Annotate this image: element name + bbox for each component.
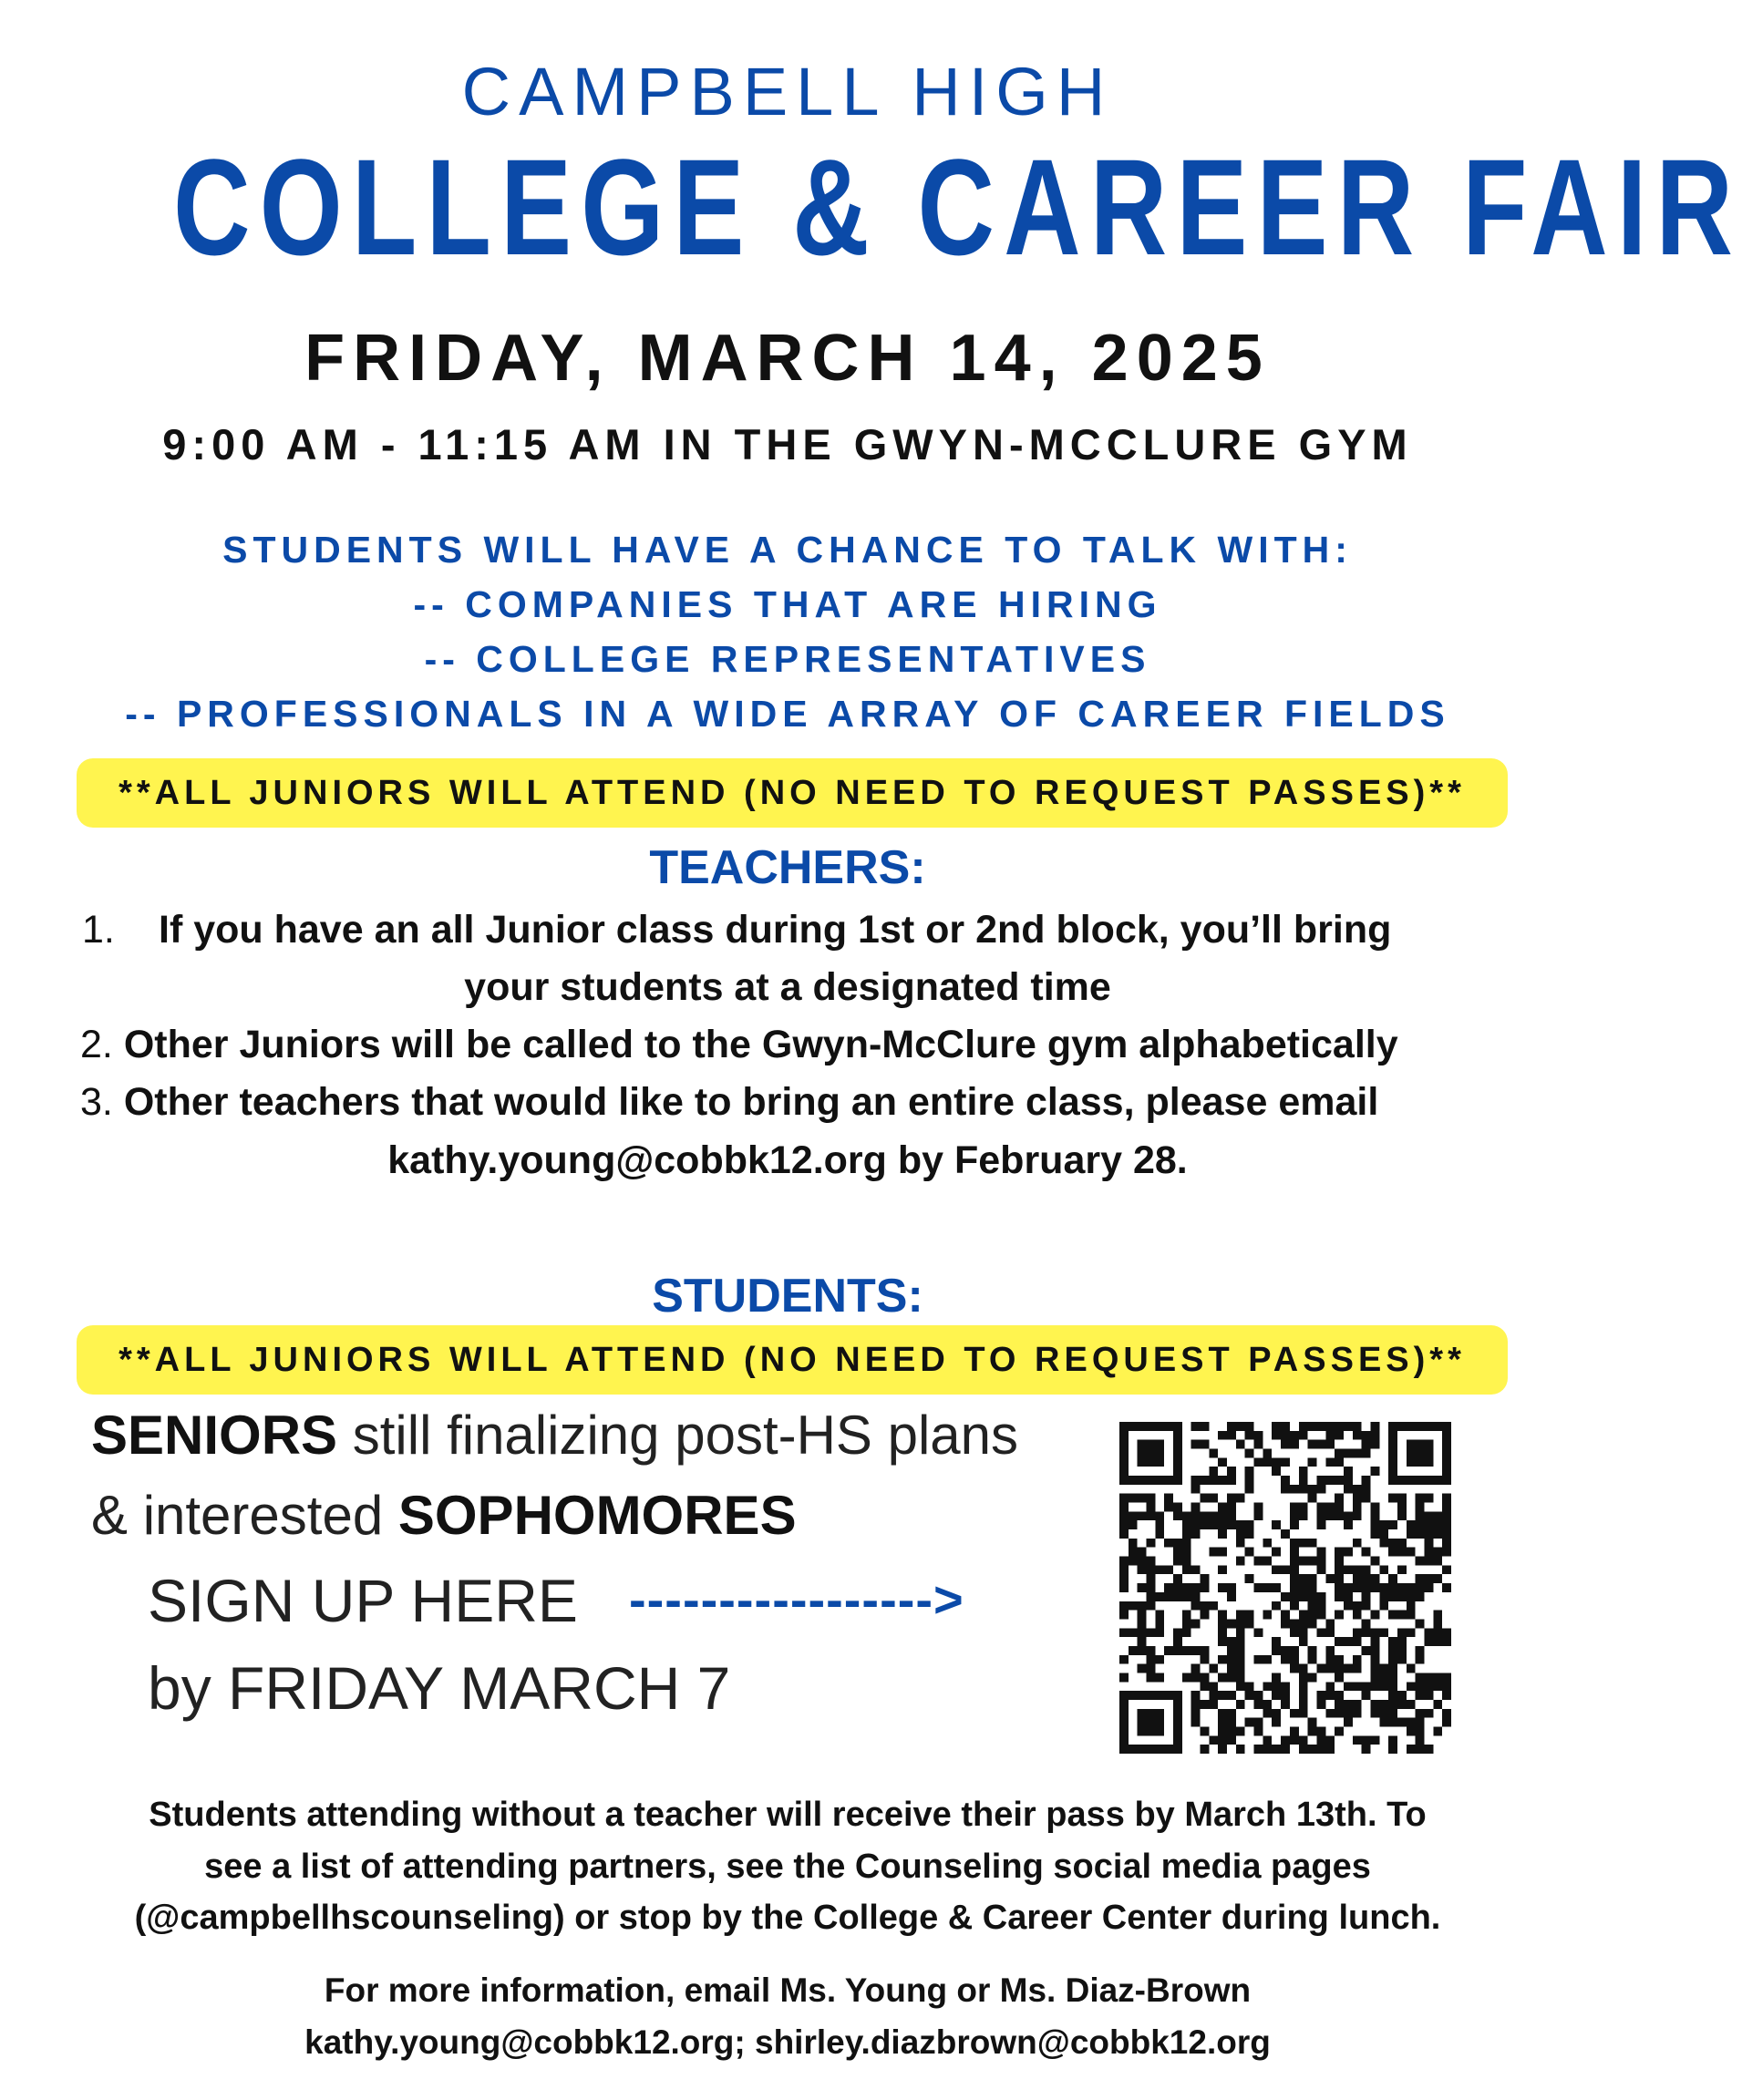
talk-heading: STUDENTS WILL HAVE A CHANCE TO TALK WITH: xyxy=(222,529,1353,571)
sign-up-text: SIGN UP HERE xyxy=(148,1567,578,1634)
contact-emails: kathy.young@cobbk12.org; shirley.diazbrown@cobbk12.org xyxy=(304,2023,1271,2061)
event-title: COLLEGE & CAREER FAIR xyxy=(173,130,1742,283)
teachers-item-3 xyxy=(80,1080,1557,1125)
juniors-attend-banner: **ALL JUNIORS WILL ATTEND (NO NEED TO REQUEST PASSES)** xyxy=(77,758,1508,828)
students-heading: STUDENTS: xyxy=(652,1270,923,1323)
contact-info-line-1: For more information, email Ms. Young or Ms. Diaz-Brown xyxy=(324,1971,1252,2009)
sign-up-deadline: by FRIDAY MARCH 7 xyxy=(148,1654,731,1722)
teachers-item-3-text: Other teachers that would like to bring an entire class, please email xyxy=(123,1080,1379,1124)
qr-code-icon[interactable] xyxy=(1119,1422,1451,1754)
interested-text: & interested xyxy=(91,1485,398,1546)
teachers-item-1: If you have an all Junior class during 1st or 2nd block, you’ll bring xyxy=(159,908,1392,952)
teachers-item-3-email: kathy.young@cobbk12.org by February 28. xyxy=(387,1138,1188,1182)
school-name: CAMPBELL HIGH xyxy=(461,54,1114,129)
teachers-heading: TEACHERS: xyxy=(649,841,926,894)
teachers-item-number: 2. xyxy=(80,1023,113,1066)
teachers-item-number: 3. xyxy=(80,1080,113,1124)
event-time-location: 9:00 AM - 11:15 AM IN THE GWYN-MCCLURE GYM xyxy=(162,420,1413,468)
pass-note-line-2: see a list of attending partners, see the Counseling social media pages xyxy=(204,1848,1371,1886)
pass-note-line-3: (@campbellhscounseling) or stop by the College & Career Center during lunch. xyxy=(134,1899,1441,1937)
seniors-label: SENIORS xyxy=(91,1405,338,1466)
sophomores-line xyxy=(91,1484,797,1547)
talk-item: -- COMPANIES THAT ARE HIRING xyxy=(413,583,1162,625)
arrow-to-qr: -----------------> xyxy=(629,1570,964,1628)
teachers-item-1-continued: your students at a designated time xyxy=(464,965,1111,1009)
juniors-attend-banner: **ALL JUNIORS WILL ATTEND (NO NEED TO REQUEST PASSES)** xyxy=(77,1325,1508,1395)
seniors-line xyxy=(91,1404,1018,1467)
teachers-item-2-text: Other Juniors will be called to the Gwyn-McClure gym alphabetically xyxy=(123,1023,1398,1066)
seniors-text: still finalizing post-HS plans xyxy=(337,1405,1019,1466)
talk-item: -- COLLEGE REPRESENTATIVES xyxy=(424,638,1151,680)
teachers-item-number: 1. xyxy=(82,908,115,952)
talk-item: -- PROFESSIONALS IN A WIDE ARRAY OF CAREER FIELDS xyxy=(125,693,1450,735)
sophomores-label: SOPHOMORES xyxy=(397,1485,797,1546)
event-date: FRIDAY, MARCH 14, 2025 xyxy=(304,322,1271,395)
pass-note-line-1: Students attending without a teacher will receive their pass by March 13th. To xyxy=(149,1796,1427,1834)
teachers-item-2 xyxy=(80,1023,1557,1067)
